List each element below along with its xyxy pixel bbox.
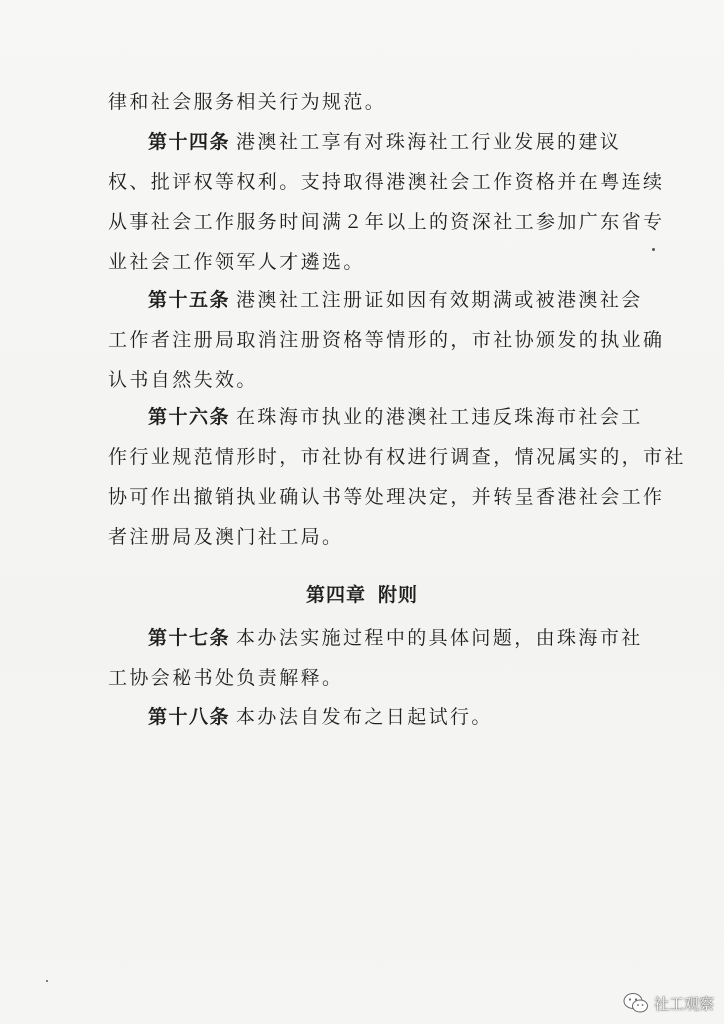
chapter-number: 第四章 xyxy=(305,584,366,606)
text-line: 权、批评权等权利。支持取得港澳社会工作资格并在粤连续 xyxy=(108,171,665,193)
paragraph-continuation xyxy=(108,82,628,122)
wechat-icon xyxy=(623,992,649,1014)
scan-speck xyxy=(652,248,655,251)
text-line: 律和社会服务相关行为规范。 xyxy=(108,91,387,113)
article-number: 第十四条 xyxy=(148,131,231,153)
watermark xyxy=(623,992,714,1014)
article-15 xyxy=(108,280,665,400)
text-line: 港澳社工享有对珠海社工行业发展的建议 xyxy=(236,131,622,153)
text-line: 本办法自发布之日起试行。 xyxy=(236,706,493,728)
text-line: 业社会工作领军人才遴选。 xyxy=(108,251,365,273)
article-14 xyxy=(108,122,665,282)
text-line: 认书自然失效。 xyxy=(108,369,258,391)
article-number: 第十五条 xyxy=(148,289,231,311)
text-line: 在珠海市执业的港澳社工违反珠海市社会工 xyxy=(236,406,643,428)
scan-speck xyxy=(46,980,48,982)
article-number: 第十七条 xyxy=(148,627,231,649)
article-16 xyxy=(108,397,686,557)
watermark-text: 社工观察 xyxy=(653,994,714,1013)
chapter-heading xyxy=(0,580,724,607)
text-line: 工协会秘书处负责解释。 xyxy=(108,667,344,689)
text-line: 本办法实施过程中的具体问题，由珠海市社 xyxy=(236,627,643,649)
chapter-title: 附则 xyxy=(378,584,419,606)
article-number: 第十八条 xyxy=(148,706,231,728)
text-line: 工作者注册局取消注册资格等情形的，市社协颁发的执业确 xyxy=(108,329,665,351)
text-line: 作行业规范情形时，市社协有权进行调查，情况属实的，市社 xyxy=(108,446,686,468)
text-line: 港澳社工注册证如因有效期满或被港澳社会 xyxy=(236,289,643,311)
article-18 xyxy=(108,697,628,737)
article-number: 第十六条 xyxy=(148,406,231,428)
text-line: 者注册局及澳门社工局。 xyxy=(108,526,344,548)
article-17 xyxy=(108,618,643,698)
text-line: 协可作出撤销执业确认书等处理决定，并转呈香港社会工作 xyxy=(108,486,665,508)
text-line: 从事社会工作服务时间满２年以上的资深社工参加广东省专 xyxy=(108,211,665,233)
